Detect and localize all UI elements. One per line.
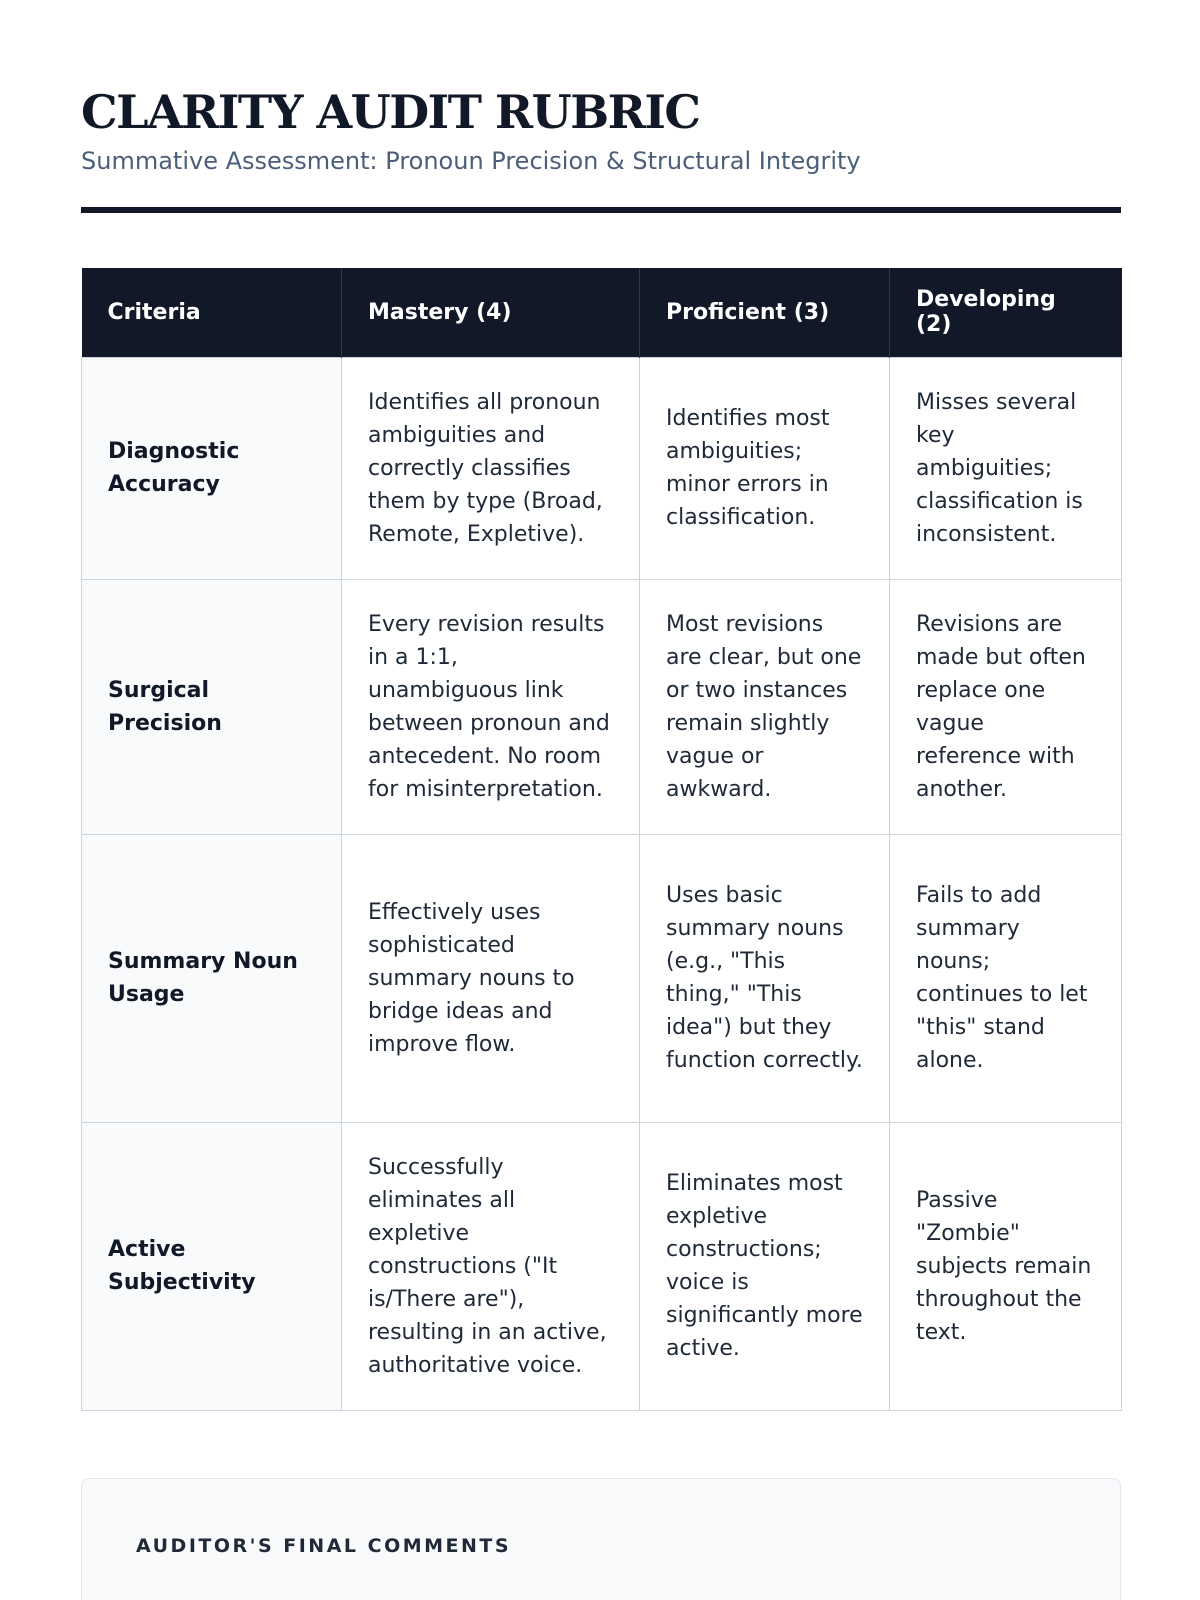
table-header [82, 268, 1122, 357]
column-header-developing: Developing (2) [890, 268, 1122, 357]
criteria-cell: Diagnostic Accuracy [82, 357, 342, 579]
page-subtitle: Summative Assessment: Pronoun Precision & Structural Integrity [81, 147, 861, 175]
table-row [82, 579, 1122, 834]
criteria-cell: Active Subjectivity [82, 1122, 342, 1410]
page-header [81, 82, 1121, 178]
mastery-cell: Effectively uses sophisticated summary nouns to bridge ideas and improve flow. [342, 834, 640, 1122]
mastery-cell: Successfully eliminates all expletive constructions ("It is/There are"), resulting in an active, authoritative voice. [342, 1122, 640, 1410]
final-comments-box[interactable] [81, 1478, 1121, 1600]
developing-cell: Revisions are made but often replace one vague reference with another. [890, 579, 1122, 834]
developing-cell: Passive "Zombie" subjects remain throughout the text. [890, 1122, 1122, 1410]
criteria-cell: Surgical Precision [82, 579, 342, 834]
header-row [82, 268, 1122, 357]
table-body [82, 357, 1122, 1410]
mastery-cell: Identifies all pronoun ambiguities and correctly classifies them by type (Broad, Remote, Expletive). [342, 357, 640, 579]
page-title: CLARITY AUDIT RUBRIC [81, 85, 700, 139]
column-header-criteria: Criteria [82, 268, 342, 357]
developing-cell: Misses several key ambiguities; classification is inconsistent. [890, 357, 1122, 579]
mastery-cell: Every revision results in a 1:1, unambiguous link between pronoun and antecedent. No room for misinterpretation. [342, 579, 640, 834]
table-row [82, 834, 1122, 1122]
proficient-cell: Most revisions are clear, but one or two instances remain slightly vague or awkward. [640, 579, 890, 834]
header-divider [81, 207, 1121, 213]
final-comments-label: AUDITOR'S FINAL COMMENTS [136, 1535, 512, 1557]
table-row [82, 357, 1122, 579]
proficient-cell: Identifies most ambiguities; minor errors in classification. [640, 357, 890, 579]
proficient-cell: Uses basic summary nouns (e.g., "This thing," "This idea") but they function correctly. [640, 834, 890, 1122]
developing-cell: Fails to add summary nouns; continues to let "this" stand alone. [890, 834, 1122, 1122]
criteria-cell: Summary Noun Usage [82, 834, 342, 1122]
column-header-proficient: Proficient (3) [640, 268, 890, 357]
table-row [82, 1122, 1122, 1410]
proficient-cell: Eliminates most expletive constructions; voice is significantly more active. [640, 1122, 890, 1410]
rubric-table [81, 268, 1122, 1411]
column-header-mastery: Mastery (4) [342, 268, 640, 357]
